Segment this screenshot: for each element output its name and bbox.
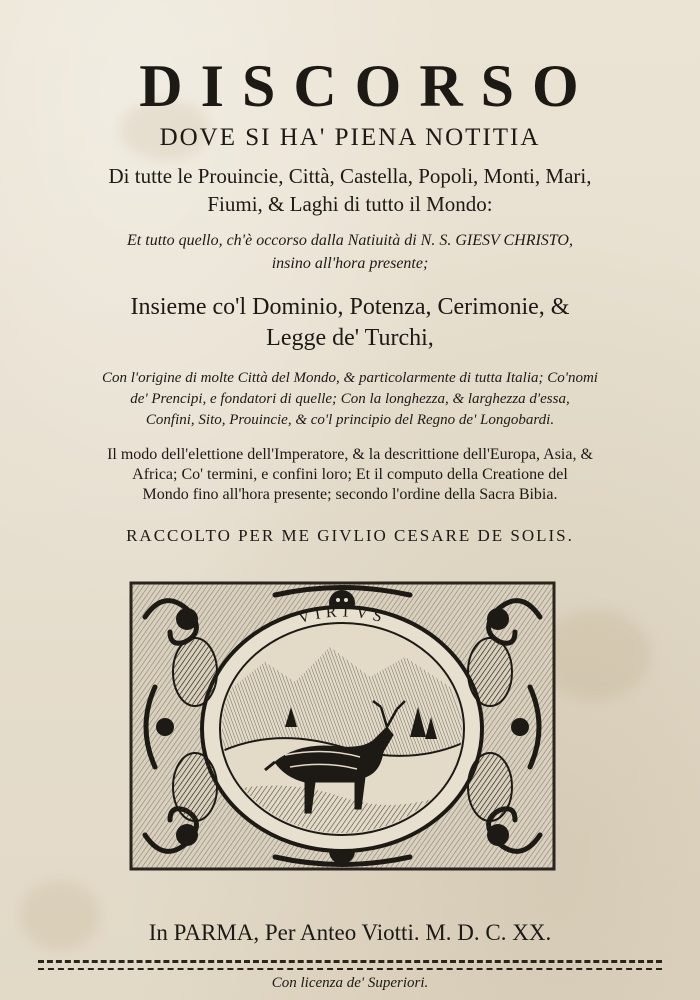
description-line: Insieme co'l Dominio, Potenza, Cerimonie, & xyxy=(130,294,570,320)
book-subtitle: DOVE SI HA' PIENA NOTITIA xyxy=(159,124,541,151)
description-line: insino all'hora presente; xyxy=(271,255,429,272)
description-line: de' Prencipi, e fondatori di quelle; Con la longhezza, & larghezza d'essa, xyxy=(130,391,570,407)
woodcut-motto: VIRTVS xyxy=(296,603,389,628)
description-line: Fiumi, & Laghi di tutto il Mondo: xyxy=(207,192,493,216)
printers-rule xyxy=(38,960,662,963)
description-line: Legge de' Turchi, xyxy=(266,325,434,351)
printers-rule xyxy=(38,968,662,970)
compiler-line: RACCOLTO PER ME GIVLIO CESARE DE SOLIS. xyxy=(126,526,574,545)
description-line: Mondo fino all'hora presente; secondo l'ordine della Sacra Bibia. xyxy=(142,486,558,503)
description-line: Africa; Co' termini, e confini loro; Et il computo della Creatione del xyxy=(132,466,568,483)
imprint: In PARMA, Per Anteo Viotti. M. D. C. XX. xyxy=(148,920,552,945)
description-line: Di tutte le Prouincie, Città, Castella, Popoli, Monti, Mari, xyxy=(108,164,592,188)
description-line: Et tutto quello, ch'è occorso dalla Natiuità di N. S. GIESV CHRISTO, xyxy=(127,232,573,249)
description-line: Il modo dell'elettione dell'Imperatore, & la descrittione dell'Europa, Asia, & xyxy=(107,446,593,463)
book-title: DISCORSO xyxy=(139,53,597,119)
description-line: Confini, Sito, Prouincie, & co'l principio del Regno de' Longobardi. xyxy=(145,412,555,428)
license-line: Con licenza de' Superiori. xyxy=(271,975,429,991)
printers-device-woodcut xyxy=(125,577,560,875)
description-line: Con l'origine di molte Città del Mondo, & particolarmente di tutta Italia; Co'nomi xyxy=(102,370,598,386)
